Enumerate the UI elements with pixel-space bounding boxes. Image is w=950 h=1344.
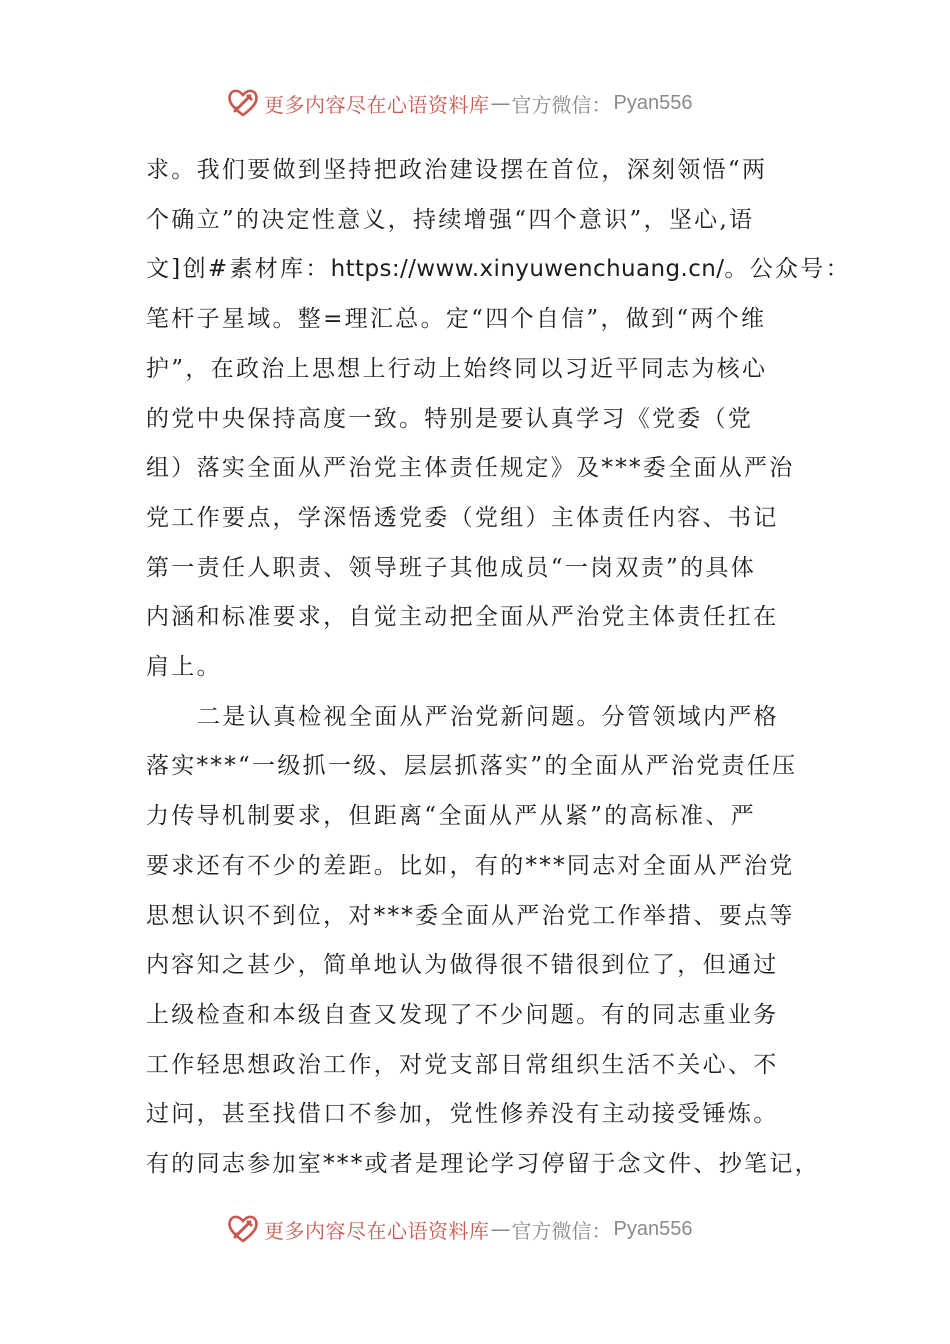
text-segment: 文]创#素材库： xyxy=(146,256,331,283)
header-wechat-id: Pyan556 xyxy=(613,91,693,114)
text-line: 思想认识不到位，对***委全面从严治党工作举措、要点等 xyxy=(146,902,795,929)
text-line: 组）落实全面从严治党主体责任规定》及***委全面从严治 xyxy=(146,455,795,482)
text-line: 落实***“一级抓一级、层层抓落实”的全面从严治党责任压 xyxy=(146,753,798,780)
header-wechat-label: 官方微信： xyxy=(511,92,612,117)
text-line: 工作轻思想政治工作，对党支部日常组织生活不关心、不 xyxy=(146,1051,779,1078)
text-line: 肩上。 xyxy=(146,654,222,681)
text-line: 个确立”的决定性意义，持续增强“四个意识”，坚心,语 xyxy=(146,206,755,233)
text-line: 有的同志参加室***或者是理论学习停留于念文件、抄笔记， xyxy=(146,1151,820,1178)
text-line: 过问，甚至找借口不参加，党性修养没有主动接受锤炼。 xyxy=(146,1101,779,1128)
header-dash: — xyxy=(490,91,511,115)
footer-brand-text: 更多内容尽在心语资料库 xyxy=(264,1218,490,1243)
footer-dash: — xyxy=(490,1217,511,1241)
footer-wechat-id: Pyan556 xyxy=(613,1217,693,1240)
text-segment: 。公众号： xyxy=(724,256,851,283)
pen-heart-icon xyxy=(226,1212,260,1246)
text-line-with-url xyxy=(146,245,851,295)
paragraph-start-line: 二是认真检视全面从严治党新问题。分管领域内严格 xyxy=(197,703,779,730)
footer-wechat-label: 官方微信： xyxy=(511,1218,612,1243)
header-banner xyxy=(226,86,692,120)
text-line: 内涵和标准要求，自觉主动把全面从严治党主体责任扛在 xyxy=(146,604,779,631)
article-body xyxy=(146,146,851,1190)
text-line: 第一责任人职责、领导班子其他成员“一岗双责”的具体 xyxy=(146,554,757,581)
text-line: 的党中央保持高度一致。特别是要认真学习《党委（党 xyxy=(146,405,754,432)
website-url: https://www.xinyuwenchuang.cn/ xyxy=(330,256,725,283)
text-line: 护”，在政治上思想上行动上始终同以习近平同志为核心 xyxy=(146,355,768,382)
pen-heart-icon xyxy=(226,86,260,120)
text-line: 内容知之甚少，简单地认为做得很不错很到位了，但通过 xyxy=(146,952,779,979)
text-line: 笔杆子星域。整=理汇总。定“四个自信”，做到“两个维 xyxy=(146,306,767,333)
text-line: 力传导机制要求，但距离“全面从严从紧”的高标准、严 xyxy=(146,803,757,830)
footer-banner xyxy=(226,1212,692,1246)
text-line: 上级检查和本级自查又发现了不少问题。有的同志重业务 xyxy=(146,1001,779,1028)
text-line: 党工作要点，学深悟透党委（党组）主体责任内容、书记 xyxy=(146,504,779,531)
text-line: 求。我们要做到坚持把政治建设摆在首位，深刻领悟“两 xyxy=(146,157,768,183)
text-line: 要求还有不少的差距。比如，有的***同志对全面从严治党 xyxy=(146,852,795,879)
header-brand-text: 更多内容尽在心语资料库 xyxy=(264,92,490,117)
